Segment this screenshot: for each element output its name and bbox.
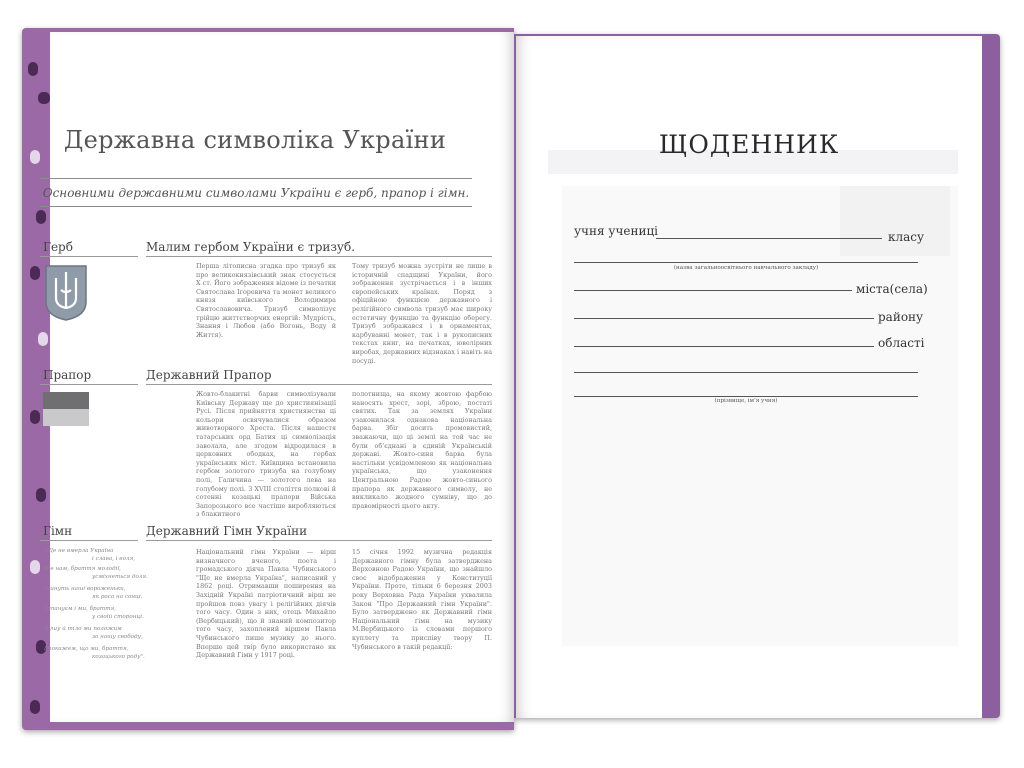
subtitle-rule: [40, 206, 472, 207]
section-heading-coat: Малим гербом України є тризуб.: [146, 240, 356, 254]
coat-text-col1: Перша літописна згадка про тризуб як про великокнязівський знак стосується X ст. Його зображення відоме із печатки Святослава Ігоревича та монет великого князя київського Володимира Святославовича. Тризуб символізує трійцю життєтворчих енергій: Мудрість, Знання і Любов (або Вогонь, Воду й Життя).: [196, 262, 336, 339]
section-rule: [146, 540, 492, 541]
anthem-text-col1: Національний гімн України — вірш визначного вченого, поета і громадського діяча Павла Чубинського "Ще не вмерла Україна", написаний у 1862 році. Отримавши поширення на Західній Україні патріотичний вірш не пройшов повз увагу і релігійних діячів того часу. Один з них, отець Михайло (Вербицький), що й знаний композитор того часу, захоплений віршем Павла Чубинського пише музику до нього. Вперше цей твір було використано як Державний Гімн у 1917 році.: [196, 548, 336, 660]
class-label: класу: [888, 230, 925, 244]
show-through-shade: [840, 186, 950, 256]
page-title: Державна символіка України: [63, 126, 447, 154]
anthem-lyric-line: у своїй сторонці.: [92, 614, 144, 620]
anthem-lyric-line: Душу й тіло ми положим: [44, 626, 122, 632]
anthem-lyric-line: за нашу свободу,: [92, 634, 143, 640]
section-heading-flag: Державний Прапор: [146, 368, 272, 382]
name-line-2[interactable]: [574, 396, 918, 397]
section-rule: [146, 384, 492, 385]
anthem-lyric-line: Запануєм і ми, браття,: [44, 606, 117, 612]
anthem-lyric-line: як роса на сонці.: [92, 594, 143, 600]
section-label-coat: Герб: [43, 240, 73, 254]
anthem-lyric-line: і слава, і воля,: [92, 556, 135, 562]
region-line[interactable]: [574, 346, 874, 347]
cover-pattern-dot: [36, 488, 46, 502]
title-rule: [40, 178, 472, 179]
student-label: учня учениці: [574, 224, 659, 238]
city-label: міста(села): [856, 282, 928, 296]
trident-coat-of-arms-icon: [44, 264, 88, 322]
anthem-text-col2: 15 січня 1992 музична редакція Державного гімну була затверджена Верховною Радою України, що знайшло своє відображення у Конституції України. Проте, тільки 6 березня 2003 року Верховна Рада України ухвалила Закон "Про Державний гімн України". Було затверджено як Державний гімн Національний гімн на музику М.Вербицького із словами першого куплету та приспіву твору П. Чубинського в такій редакції:: [352, 548, 492, 651]
cover-pattern-dot: [38, 332, 48, 346]
section-rule: [40, 540, 138, 541]
anthem-lyric-line: І покажем, що ми, браття,: [44, 646, 129, 652]
section-rule: [40, 256, 138, 257]
name-line-1[interactable]: [574, 372, 918, 373]
cover-pattern-dot: [36, 210, 46, 224]
flag-text-col1: Жовто-блакитні барви символізували Київську Державу ще до християнізації Русі. Після прийняття християнства ці кольори освячувалися образом животворного Хреста. Після нашестя татарських орд Батия ці символізація заволала, але згодом відродилася в церковних ободках, на гербах українських міст. Київщина встановила гербом золотого тризуба на голубому полі, Галичина — золотого лева на голубому полі. З XVIII століття полкові й сотенні козацькі прапори Війська Запорозького все частіше виробляються з блакитного: [196, 390, 336, 519]
cover-pattern-dot: [38, 92, 50, 104]
name-hint: (прізвище, ім’я учня): [714, 398, 778, 404]
section-heading-anthem: Державний Гімн України: [146, 524, 308, 538]
cover-pattern-dot: [30, 266, 40, 280]
cover-pattern-dot: [30, 150, 40, 164]
section-label-anthem: Гімн: [43, 524, 73, 538]
section-rule: [40, 384, 138, 385]
section-label-flag: Прапор: [43, 368, 92, 382]
cover-pattern-dot: [30, 560, 40, 574]
section-rule: [146, 256, 492, 257]
flag-text-col2: полотнища, на якому жовтою фарбою наносять хрест, зорі, зброю, постаті святих. Так за землях України узаконилася однакова національна барва. Збіг досить промовистий, зважаючи, що ці землі на той час не були об’єднані в єдиній Українській державі. Жовто-синя барва була настільки усвідомленою як національна українська, що узаконення Центральною Радою жовто-синього прапора як державного символу, не викликало жодного сумніву, що до правомірності цього акту.: [352, 390, 492, 510]
flag-image: [43, 392, 89, 426]
anthem-lyric-line: козацького роду".: [92, 654, 145, 660]
cover-pattern-dot: [30, 410, 40, 424]
district-label: району: [878, 310, 924, 324]
district-line[interactable]: [574, 318, 874, 319]
anthem-lyric-line: Ще нам, браття молодії,: [44, 566, 121, 572]
cover-pattern-dot: [30, 700, 40, 714]
region-label: області: [878, 336, 925, 350]
city-line[interactable]: [574, 290, 852, 291]
student-name-line[interactable]: [656, 238, 882, 239]
cover-pattern-dot: [28, 62, 38, 76]
anthem-lyric-line: "Ще не вмерла Україна: [44, 548, 114, 554]
school-line[interactable]: [574, 262, 918, 263]
anthem-lyric-line: усміхнеться доля.: [92, 574, 148, 580]
school-hint: (назва загальноосвітнього навчального закладу): [673, 265, 819, 271]
page-subtitle: Основними державними символами України є герб, прапор і гімн.: [42, 186, 470, 200]
anthem-lyric-line: Згинуть наші вороженьки,: [44, 586, 126, 592]
diary-title: ЩОДЕННИК: [658, 130, 840, 159]
coat-text-col2: Тому тризуб можна зустріти не лише в історичній спадщині України, його зображення зустрічається і в інших європейських країнах. Поряд з офіційною функцією державного і релігійного символа тризуб має широку естетичну функцію та функцію оберегу. Тризуб зображався і в орнаментах, карбуванні монет, так і в рукописних текстах книг, на печатках, ювелірних виробах, державних відзнаках і навіть на посуді.: [352, 262, 492, 365]
